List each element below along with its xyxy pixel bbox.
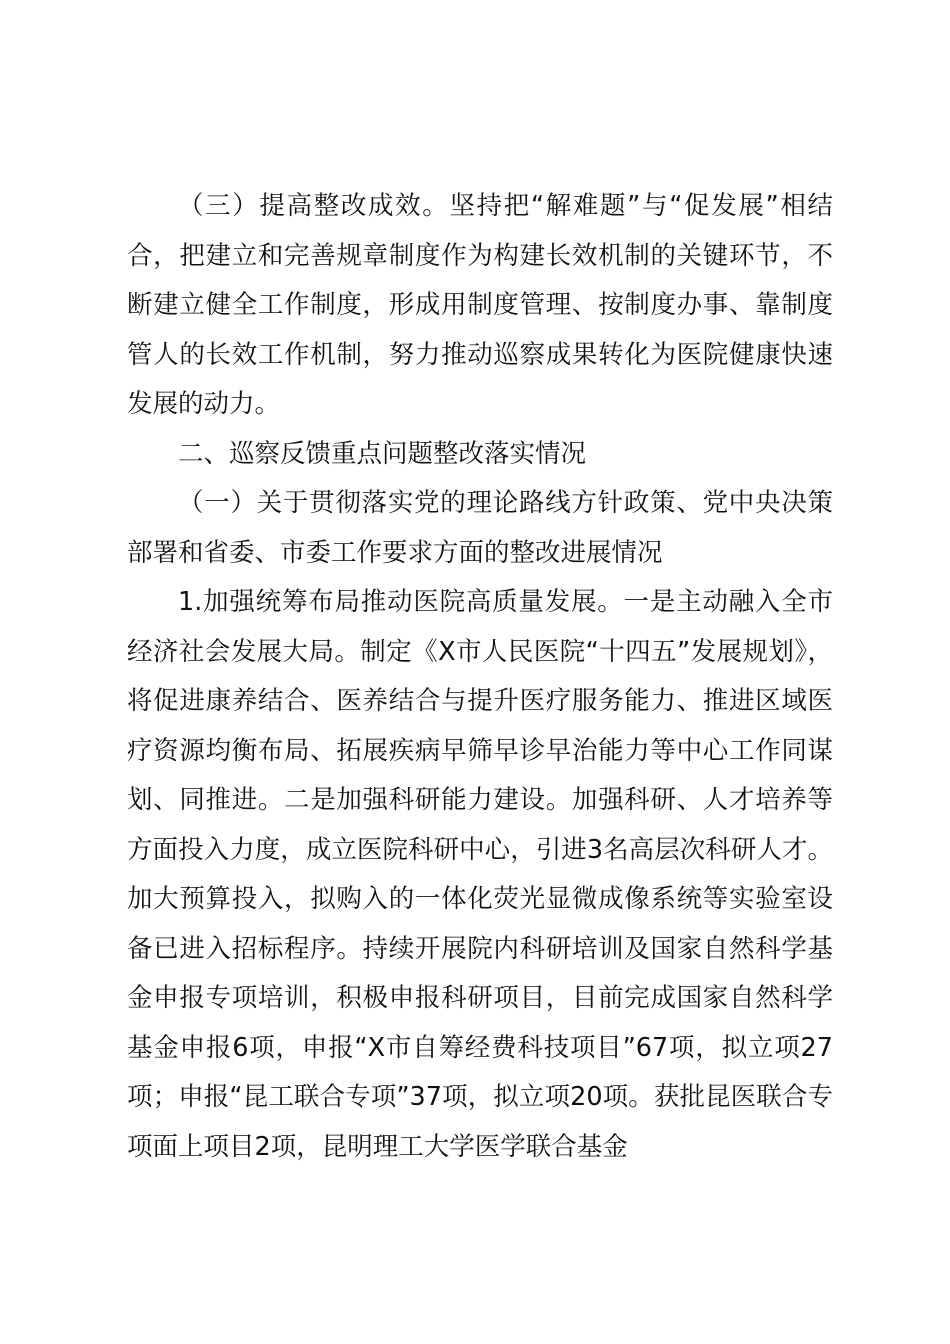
paragraph-hospital-development: 1.加强统筹布局推动医院高质量发展。一是主动融入全市经济社会发展大局。制定《X市人民医院“十四五”发展规划》，将促进康养结合、医养结合与提升医疗服务能力、推进区域医疗资源均衡布局、拓展疾病早筛早诊早治能力等中心工作同谋划、同推进。二是加强科研能力建设。加强科研、人才培养等方面投入力度，成立医院科研中心，引进3名高层次科研人才。加大预算投入，拟购入的一体化荧光显微成像系统等实验室设备已进入招标程序。持续开展院内科研培训及国家自然科学基金申报专项培训，积极申报科研项目，目前完成国家自然科学基金申报6项，申报“X市自筹经费科技项目”67项，拟立项27项；申报“昆工联合专项”37项，拟立项20项。获批昆医联合专项面上项目2项，昆明理工大学医学联合基金	[127, 587, 833, 1162]
section-heading-rectification-status: 二、巡察反馈重点问题整改落实情况	[178, 438, 587, 469]
paragraph-improve-effectiveness: （三）提高整改成效。坚持把“解难题”与“促发展”相结合，把建立和完善规章制度作为构建长效机制的关键环节，不断建立健全工作制度，形成用制度管理、按制度办事、靠制度管人的长效工作机制，努力推动巡察成果转化为医院健康快速发展的动力。	[127, 191, 833, 419]
document-body	[127, 182, 833, 1172]
subsection-heading-policy-implementation: （一）关于贯彻落实党的理论路线方针政策、党中央决策部署和省委、市委工作要求方面的整改进展情况	[127, 488, 833, 568]
